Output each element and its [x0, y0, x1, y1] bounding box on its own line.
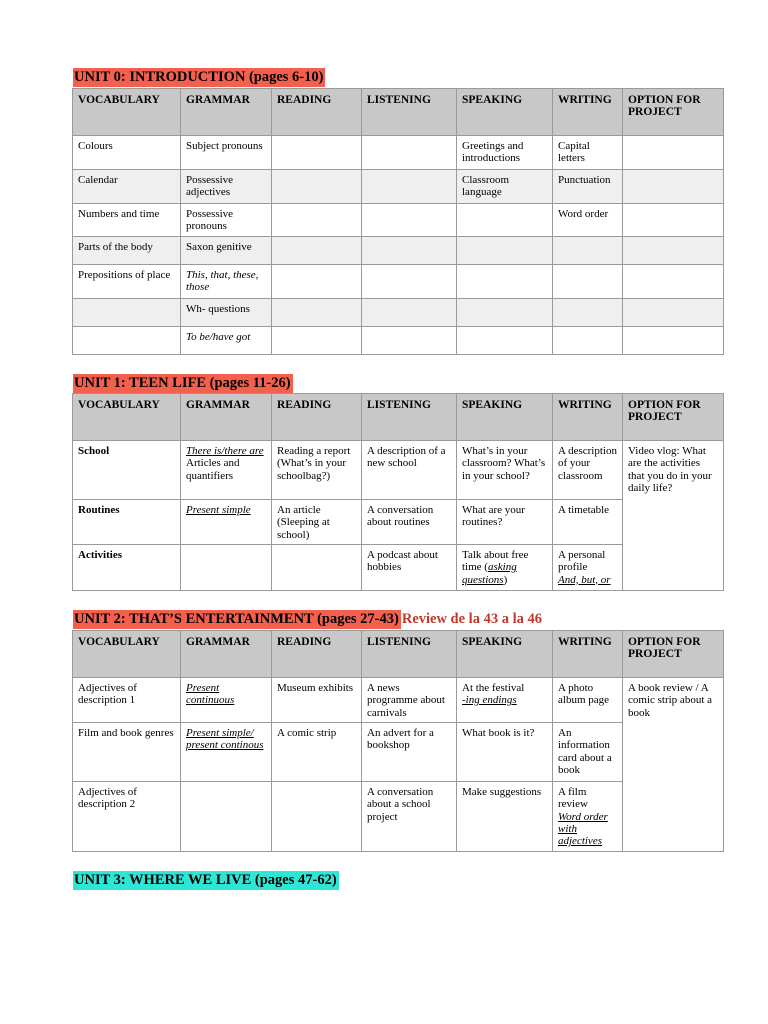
- unit-2-title: UNIT 2: THAT’S ENTERTAINMENT (pages 27-43): [74, 611, 399, 627]
- speaking-text: ): [503, 573, 508, 586]
- column-header: WRITING: [553, 631, 623, 678]
- grammar-cell: Subject pronouns: [181, 136, 272, 170]
- reading-cell: [272, 204, 362, 237]
- unit-1-title: UNIT 1: TEEN LIFE (pages 11-26): [74, 375, 291, 391]
- column-header: READING: [272, 631, 362, 678]
- column-header: OPTION FOR PROJECT: [623, 394, 724, 441]
- column-header: VOCABULARY: [73, 89, 181, 136]
- column-header: OPTION FOR PROJECT: [623, 631, 724, 678]
- vocabulary-cell: Prepositions of place: [73, 265, 181, 299]
- writing-cell: A photo album page: [553, 678, 623, 723]
- project-cell: [623, 237, 724, 265]
- project-cell: [623, 265, 724, 299]
- reading-cell: [272, 299, 362, 327]
- table-header-row: [73, 394, 724, 441]
- reading-cell: [272, 782, 362, 852]
- vocabulary-cell: Adjectives of description 2: [73, 782, 181, 852]
- writing-cell: [553, 265, 623, 299]
- grammar-cell: Present continuous: [181, 678, 272, 723]
- grammar-cell: [181, 441, 272, 500]
- vocabulary-cell: Routines: [73, 500, 181, 545]
- unit-2-heading: [73, 610, 542, 629]
- listening-cell: A news programme about carnivals: [362, 678, 457, 723]
- listening-cell: [362, 327, 457, 355]
- reading-cell: [272, 265, 362, 299]
- writing-text: A personal profile: [558, 549, 606, 574]
- writing-cell: Capital letters: [553, 136, 623, 170]
- listening-cell: [362, 237, 457, 265]
- grammar-cell: Possessive adjectives: [181, 170, 272, 204]
- speaking-cell: [457, 545, 553, 591]
- writing-text: A film review: [558, 786, 588, 811]
- listening-cell: [362, 299, 457, 327]
- vocabulary-cell: Adjectives of description 1: [73, 678, 181, 723]
- project-cell: [623, 299, 724, 327]
- column-header: WRITING: [553, 394, 623, 441]
- writing-cell: [553, 299, 623, 327]
- writing-cell: A timetable: [553, 500, 623, 545]
- reading-cell: Reading a report (What’s in your schoolbag?): [272, 441, 362, 500]
- writing-cell: Word order: [553, 204, 623, 237]
- listening-cell: A podcast about hobbies: [362, 545, 457, 591]
- column-header: GRAMMAR: [181, 89, 272, 136]
- writing-cell: [553, 237, 623, 265]
- unit-3-title: UNIT 3: WHERE WE LIVE (pages 47-62): [74, 872, 337, 888]
- listening-cell: A description of a new school: [362, 441, 457, 500]
- grammar-cell: Present simple/ present continous: [181, 723, 272, 782]
- reading-cell: [272, 545, 362, 591]
- column-header: VOCABULARY: [73, 394, 181, 441]
- writing-cell: An information card about a book: [553, 723, 623, 782]
- column-header: SPEAKING: [457, 89, 553, 136]
- table-row: [73, 204, 724, 237]
- listening-cell: An advert for a bookshop: [362, 723, 457, 782]
- speaking-emphasis: -ing endings: [462, 694, 517, 707]
- listening-cell: A conversation about a school project: [362, 782, 457, 852]
- unit-0-title: UNIT 0: INTRODUCTION (pages 6-10): [74, 69, 324, 85]
- speaking-emphasis: asking questions: [462, 561, 517, 586]
- grammar-point: There is/there are: [186, 445, 264, 457]
- speaking-cell: Classroom language: [457, 170, 553, 204]
- unit-1-table: [72, 393, 724, 591]
- speaking-cell: [457, 299, 553, 327]
- speaking-text: At the festival: [462, 682, 525, 694]
- reading-cell: A comic strip: [272, 723, 362, 782]
- table-header-row: [73, 631, 724, 678]
- writing-cell: [553, 782, 623, 852]
- column-header: GRAMMAR: [181, 394, 272, 441]
- reading-cell: [272, 237, 362, 265]
- vocabulary-cell: Colours: [73, 136, 181, 170]
- grammar-cell: [181, 500, 272, 545]
- speaking-cell: What are your routines?: [457, 500, 553, 545]
- speaking-cell: [457, 204, 553, 237]
- project-cell: [623, 327, 724, 355]
- table-row: [73, 299, 724, 327]
- column-header: READING: [272, 89, 362, 136]
- table-row: [73, 170, 724, 204]
- column-header: READING: [272, 394, 362, 441]
- speaking-text: Talk about free time (: [462, 549, 529, 574]
- reading-cell: [272, 327, 362, 355]
- speaking-cell: What book is it?: [457, 723, 553, 782]
- speaking-cell: Greetings and introductions: [457, 136, 553, 170]
- writing-cell: [553, 327, 623, 355]
- grammar-point: Articles and quantifiers: [186, 457, 240, 482]
- speaking-cell: Make suggestions: [457, 782, 553, 852]
- unit-0-table: [72, 88, 724, 355]
- grammar-cell: Saxon genitive: [181, 237, 272, 265]
- project-cell: [623, 204, 724, 237]
- column-header: SPEAKING: [457, 394, 553, 441]
- column-header: GRAMMAR: [181, 631, 272, 678]
- unit-3-heading: [73, 871, 339, 890]
- listening-cell: A conversation about routines: [362, 500, 457, 545]
- vocabulary-cell: Activities: [73, 545, 181, 591]
- listening-cell: [362, 265, 457, 299]
- review-note: Review de la 43 a la 46: [401, 611, 542, 627]
- column-header: OPTION FOR PROJECT: [623, 89, 724, 136]
- vocabulary-cell: Numbers and time: [73, 204, 181, 237]
- vocabulary-cell: School: [73, 441, 181, 500]
- listening-cell: [362, 136, 457, 170]
- table-row: [73, 237, 724, 265]
- grammar-cell: [181, 782, 272, 852]
- table-row: [73, 265, 724, 299]
- column-header: LISTENING: [362, 394, 457, 441]
- writing-emphasis: And, but, or: [558, 573, 611, 586]
- speaking-cell: [457, 678, 553, 723]
- grammar-cell: This, that, these, those: [181, 265, 272, 299]
- column-header: WRITING: [553, 89, 623, 136]
- project-cell: [623, 136, 724, 170]
- column-header: LISTENING: [362, 631, 457, 678]
- grammar-cell: Wh- questions: [181, 299, 272, 327]
- column-header: LISTENING: [362, 89, 457, 136]
- grammar-point: Present simple: [186, 504, 251, 516]
- grammar-cell: [181, 545, 272, 591]
- table-row: [73, 678, 724, 723]
- unit-0-heading: [73, 68, 325, 87]
- vocabulary-cell: [73, 299, 181, 327]
- unit-2-table: [72, 630, 724, 852]
- grammar-cell: Possessive pronouns: [181, 204, 272, 237]
- speaking-cell: What’s in your classroom? What’s in your school?: [457, 441, 553, 500]
- speaking-cell: [457, 237, 553, 265]
- writing-cell: Punctuation: [553, 170, 623, 204]
- project-cell: [623, 170, 724, 204]
- project-cell: A book review / A comic strip about a book: [623, 678, 724, 852]
- listening-cell: [362, 204, 457, 237]
- reading-cell: Museum exhibits: [272, 678, 362, 723]
- grammar-cell: To be/have got: [181, 327, 272, 355]
- vocabulary-cell: Film and book genres: [73, 723, 181, 782]
- column-header: VOCABULARY: [73, 631, 181, 678]
- table-row: [73, 136, 724, 170]
- writing-cell: [553, 545, 623, 591]
- speaking-cell: [457, 265, 553, 299]
- reading-cell: [272, 170, 362, 204]
- reading-cell: An article (Sleeping at school): [272, 500, 362, 545]
- listening-cell: [362, 170, 457, 204]
- vocabulary-cell: Calendar: [73, 170, 181, 204]
- column-header: SPEAKING: [457, 631, 553, 678]
- speaking-cell: [457, 327, 553, 355]
- vocabulary-cell: [73, 327, 181, 355]
- writing-cell: A description of your classroom: [553, 441, 623, 500]
- table-row: [73, 441, 724, 500]
- table-row: [73, 327, 724, 355]
- writing-emphasis: Word order with adjectives: [558, 810, 608, 848]
- vocabulary-cell: Parts of the body: [73, 237, 181, 265]
- reading-cell: [272, 136, 362, 170]
- project-cell: Video vlog: What are the activities that you do in your daily life?: [623, 441, 724, 591]
- table-header-row: [73, 89, 724, 136]
- unit-1-heading: [73, 374, 293, 393]
